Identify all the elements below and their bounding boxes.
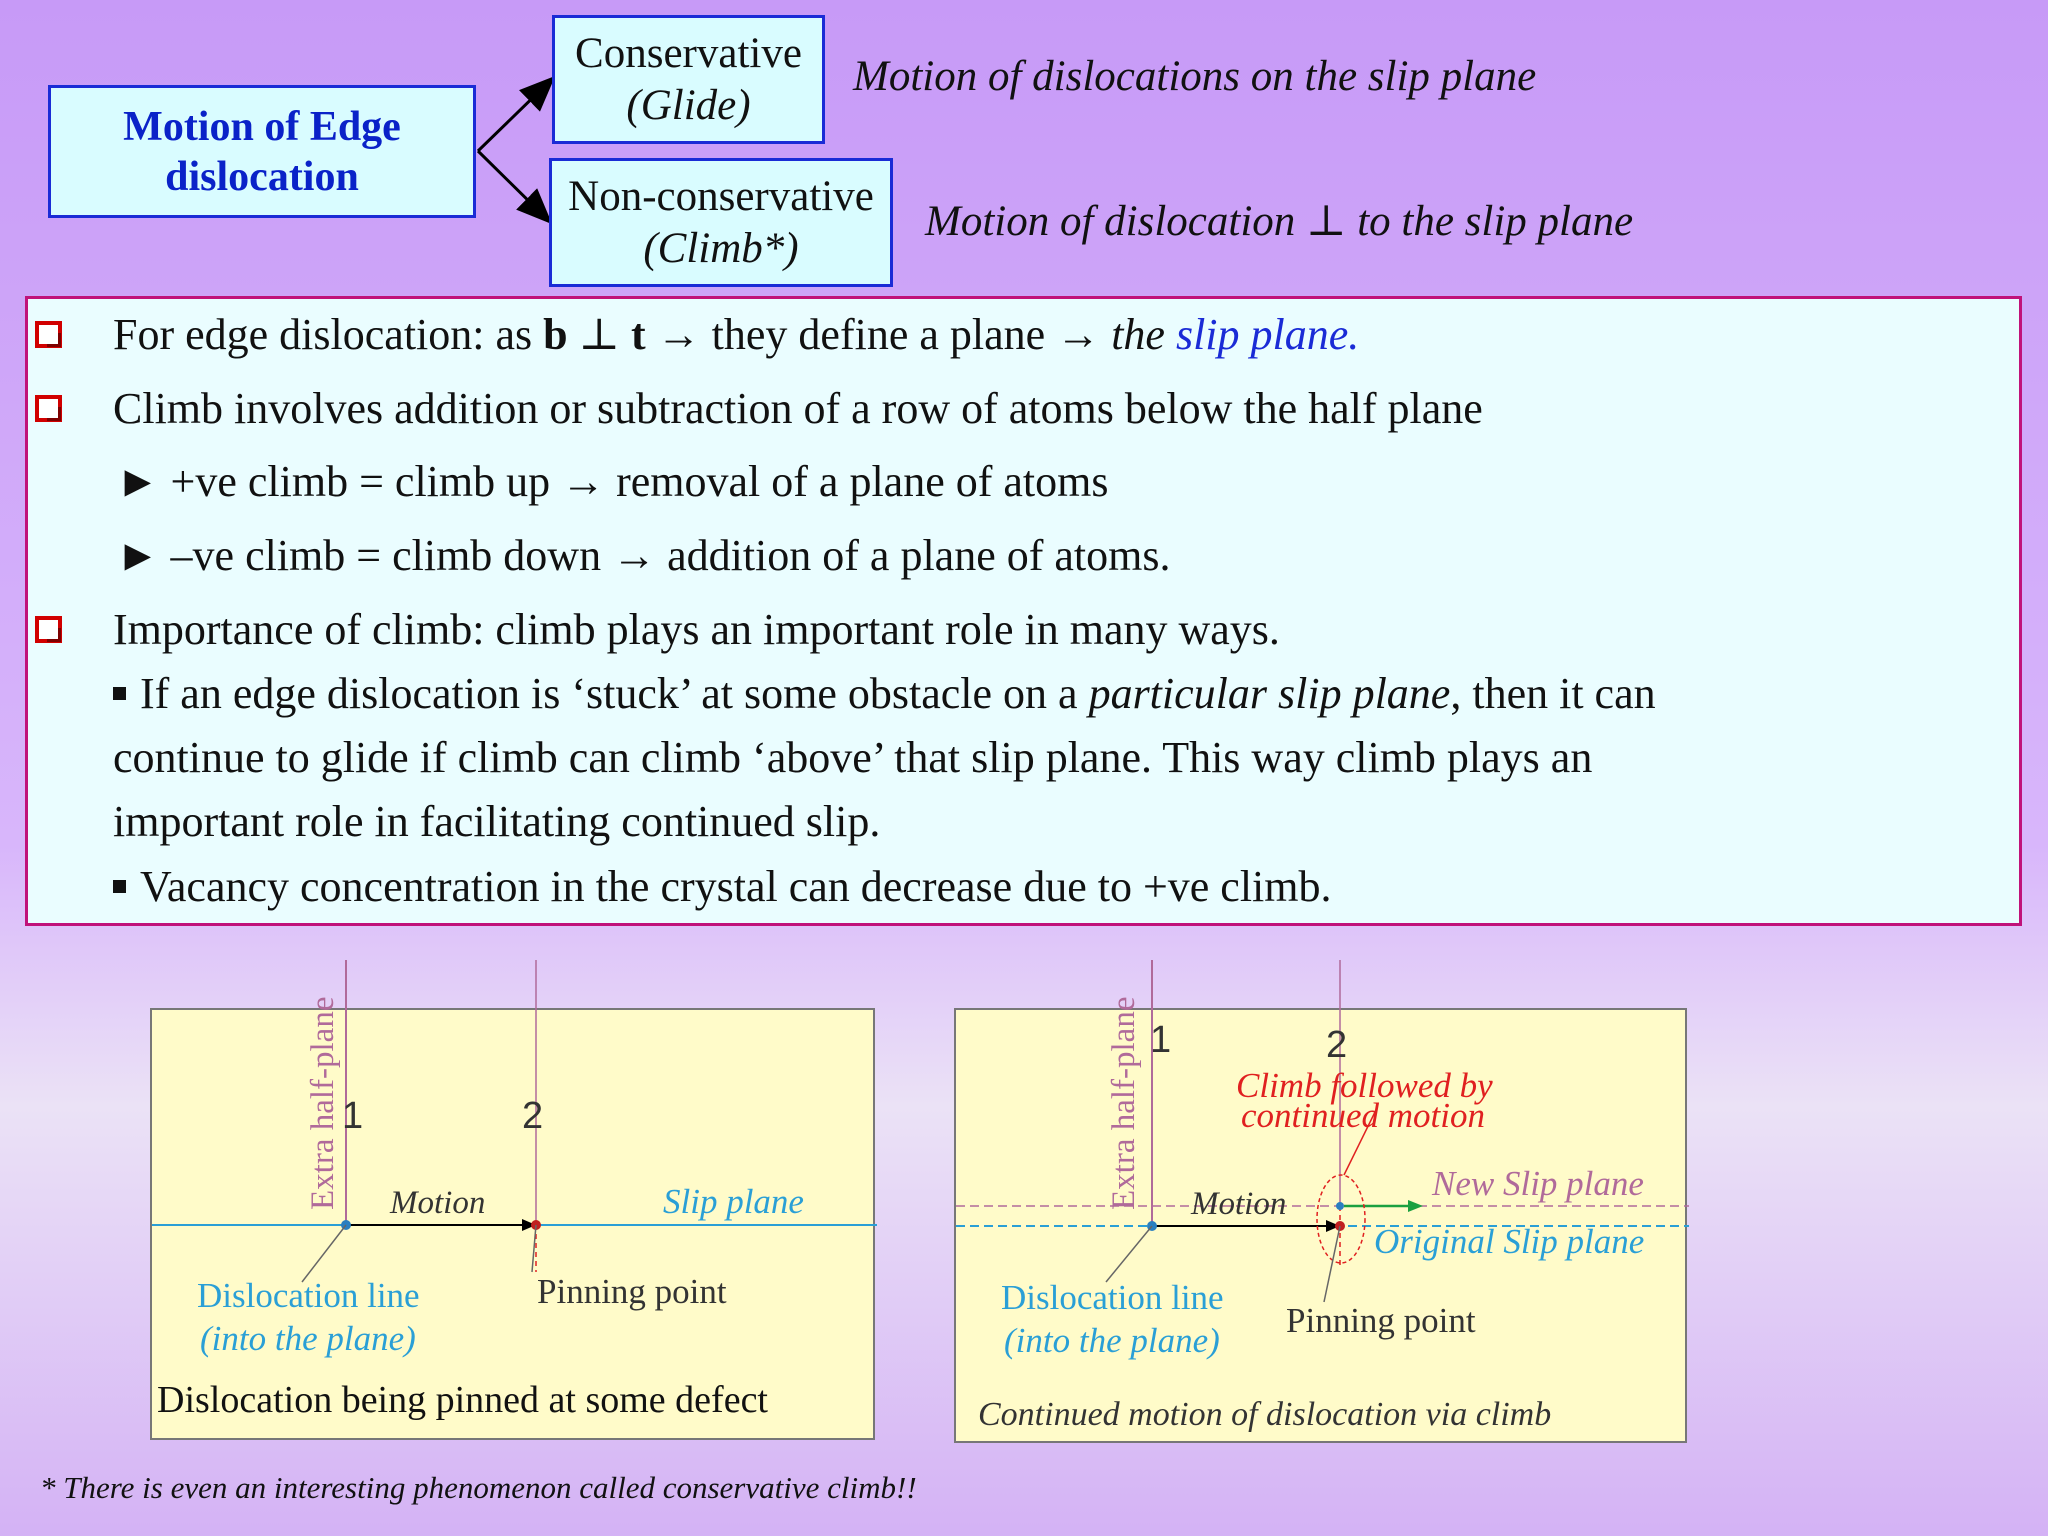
branch-arrows <box>0 0 2048 320</box>
motion-label: Motion <box>390 1185 486 1221</box>
sub-negative-climb: ► –ve climb = climb down → addition of a plane of atoms. <box>116 531 1171 580</box>
point-stuck-line2: continue to glide if climb can climb ‘above’ that slip plane. This way climb plays an <box>113 733 1593 782</box>
extra-half-plane-label: Extra half-plane <box>1106 996 1142 1210</box>
conservative-description: Motion of dislocations on the slip plane <box>853 53 1537 100</box>
motion-label: Motion <box>1191 1186 1287 1222</box>
bullet-icon <box>35 395 62 422</box>
arrow-to-nonconservative <box>478 151 548 220</box>
new-position-dot <box>1336 1202 1344 1210</box>
conservative-label: Conservative <box>575 29 802 77</box>
square-bullet-icon <box>113 880 126 893</box>
bullet-climb: Climb involves addition or subtraction of a row of atoms below the half plane <box>113 384 1483 433</box>
point-stuck: If an edge dislocation is ‘stuck’ at some obstacle on a particular slip plane, then it can <box>113 668 1656 719</box>
plane-number-2: 2 <box>1326 1024 1348 1066</box>
new-slip-plane-label: New Slip plane <box>1432 1164 1644 1203</box>
plane-number-2: 2 <box>522 1095 544 1137</box>
nonconservative-box <box>549 158 893 287</box>
main-box-line1: Motion of Edge <box>123 103 401 150</box>
diagram-pinned <box>150 996 875 1440</box>
original-slip-plane-label: Original Slip plane <box>1374 1222 1645 1261</box>
point-vacancy: Vacancy concentration in the crystal can decrease due to +ve climb. <box>113 861 1332 912</box>
bullet-icon <box>35 321 62 348</box>
bullet-icon <box>35 616 62 643</box>
square-bullet-icon <box>113 687 126 700</box>
climb-label: (Climb*) <box>643 224 799 272</box>
nonconservative-description: Motion of dislocation ⊥ to the slip plane <box>925 198 1634 245</box>
bullet-slip-plane: For edge dislocation: as b ⊥ t → they define a plane → the slip plane. <box>113 310 1360 359</box>
into-plane-label: (into the plane) <box>1004 1321 1220 1360</box>
pinning-point-label: Pinning point <box>1286 1301 1476 1340</box>
climb-followed-label: Climb followed by <box>1236 1066 1493 1105</box>
pinning-point-label: Pinning point <box>537 1272 727 1311</box>
bullet-importance: Importance of climb: climb plays an important role in many ways. <box>113 605 1280 654</box>
diagram-pinned-svg <box>152 996 877 1442</box>
conservative-box <box>552 15 825 144</box>
diagram-caption: Dislocation being pinned at some defect <box>157 1379 768 1421</box>
arrow-to-conservative <box>478 80 551 151</box>
slip-plane-label: Slip plane <box>663 1182 804 1221</box>
diagram-climb-svg <box>956 996 1689 1445</box>
extra-half-plane-label: Extra half-plane <box>305 996 341 1210</box>
glide-label: (Glide) <box>626 81 751 129</box>
plane-number-1: 1 <box>342 1095 364 1137</box>
plane-number-1: 1 <box>1150 1019 1172 1061</box>
continued-motion-label: continued motion <box>1241 1096 1485 1135</box>
footnote: * There is even an interesting phenomenon called conservative climb!! <box>40 1470 917 1505</box>
dislocation-line-label: Dislocation line <box>1001 1278 1224 1317</box>
main-box-line2: dislocation <box>165 153 359 200</box>
diagram-caption: Continued motion of dislocation via climb <box>978 1396 1552 1433</box>
diagram-climb <box>954 996 1687 1443</box>
dislocation-line-label: Dislocation line <box>197 1276 420 1315</box>
nonconservative-label: Non-conservative <box>568 172 874 220</box>
sub-positive-climb: ► +ve climb = climb up → removal of a plane of atoms <box>116 457 1109 506</box>
point-stuck-line3: important role in facilitating continued slip. <box>113 797 881 846</box>
into-plane-label: (into the plane) <box>200 1319 416 1358</box>
content-box <box>25 296 2022 926</box>
